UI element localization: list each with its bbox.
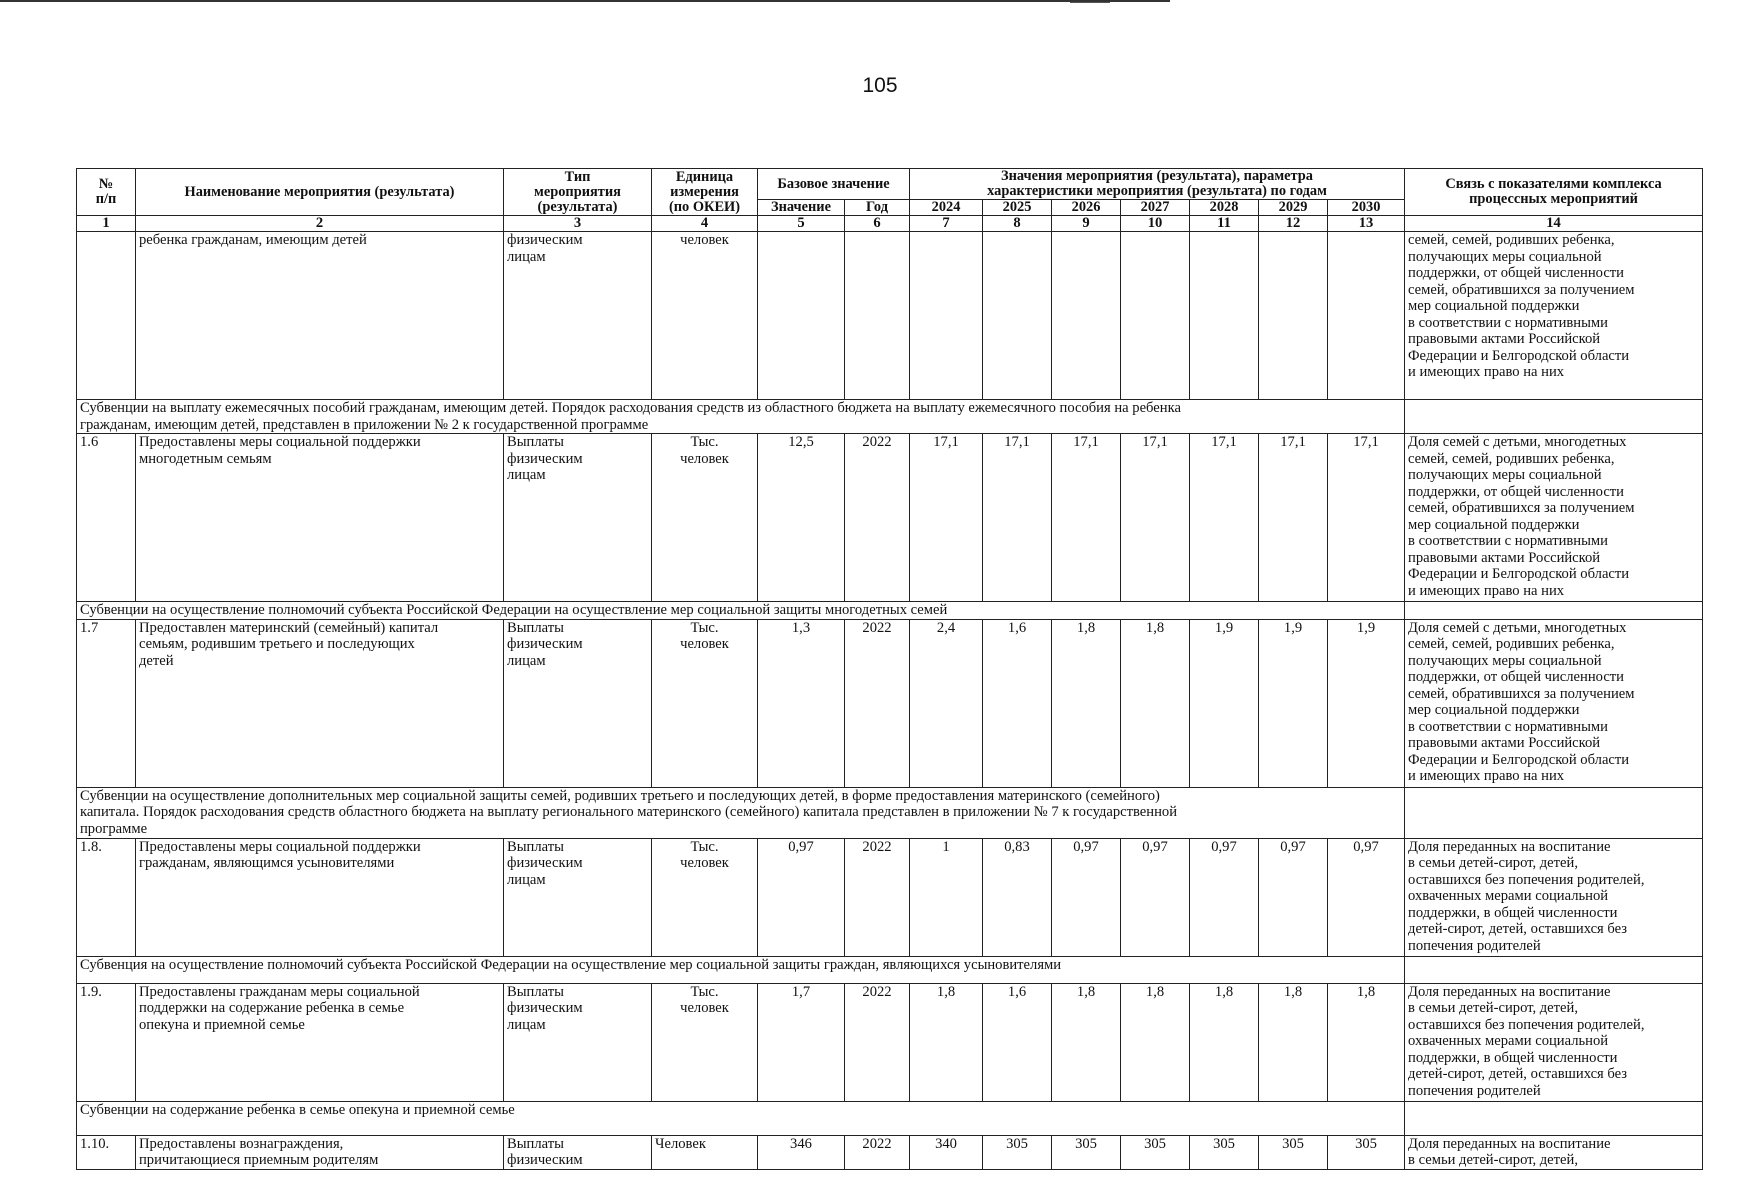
row-val: 17,1 [1190, 434, 1259, 602]
row-link: Доля переданных на воспитание в семьи детей-сирот, детей, [1405, 1135, 1703, 1169]
column-number: 6 [845, 216, 910, 232]
column-number: 7 [910, 216, 983, 232]
header-year: 2030 [1328, 200, 1405, 216]
header-link: Связь с показателями комплекса процессных мероприятий [1405, 169, 1703, 216]
column-number: 9 [1052, 216, 1121, 232]
row-year: 2022 [845, 983, 910, 1101]
table-row [77, 619, 1703, 787]
row-unit: Тыс. человек [652, 619, 758, 787]
scan-top-line [0, 0, 1170, 2]
header-base-year: Год [845, 200, 910, 216]
row-val: 0,97 [1052, 838, 1121, 956]
row-num [77, 232, 136, 400]
row-val: 305 [1328, 1135, 1405, 1169]
table-row [77, 983, 1703, 1101]
row-type: Выплаты физическим лицам [504, 838, 652, 956]
row-type: Выплаты физическим лицам [504, 619, 652, 787]
row-val: 17,1 [910, 434, 983, 602]
row-val: 17,1 [1052, 434, 1121, 602]
row-num: 1.10. [77, 1135, 136, 1169]
subsidy-text: Субвенция на осуществление полномочий субъекта Российской Федерации на осуществление мер социальной защиты граждан, являющихся усыновителями [77, 956, 1405, 983]
row-val: 17,1 [1121, 434, 1190, 602]
row-link: Доля переданных на воспитание в семьи детей-сирот, детей, оставшихся без попечения родителей, охваченных мерами социальной поддержки, в общей численности детей-сирот, детей, оставшихся без попечения родителей [1405, 983, 1703, 1101]
row-year: 2022 [845, 619, 910, 787]
subsidy-row [77, 787, 1703, 838]
row-link: Доля переданных на воспитание в семьи детей-сирот, детей, оставшихся без попечения родителей, охваченных мерами социальной поддержки, в общей численности детей-сирот, детей, оставшихся без попечения родителей [1405, 838, 1703, 956]
header-base: Базовое значение [758, 169, 910, 200]
row-type: Выплаты физическим лицам [504, 434, 652, 602]
row-val [983, 232, 1052, 400]
column-number: 2 [136, 216, 504, 232]
row-val: 1,8 [1121, 619, 1190, 787]
subsidy-link-empty [1405, 1101, 1703, 1135]
subsidy-text: Субвенции на осуществление дополнительных мер социальной защиты семей, родивших третьего и последующих детей, в форме предоставления материнского (семейного) капитала. Порядок расходования средств областного бюджета на выплату регионального материнского (семейного) капитала представлен в приложении № 7 к государственной программе [77, 787, 1405, 838]
header-year: 2025 [983, 200, 1052, 216]
row-base: 346 [758, 1135, 845, 1169]
header-year: 2028 [1190, 200, 1259, 216]
subsidy-text: Субвенции на осуществление полномочий субъекта Российской Федерации на осуществление мер социальной защиты многодетных семей [77, 602, 1405, 620]
row-link: Доля семей с детьми, многодетных семей, семей, родивших ребенка, получающих меры социальной поддержки, от общей численности семей, обратившихся за получением мер социальной поддержки в соответствии с нормативными правовыми актами Российской Федерации и Белгородской области и имеющих право на них [1405, 619, 1703, 787]
row-unit: Человек [652, 1135, 758, 1169]
row-val [910, 232, 983, 400]
column-number: 12 [1259, 216, 1328, 232]
row-val: 1,8 [1190, 983, 1259, 1101]
subsidy-row [77, 400, 1703, 434]
column-number-row [77, 216, 1703, 232]
subsidy-row [77, 602, 1703, 620]
row-val: 1,8 [910, 983, 983, 1101]
header-unit: Единица измерения (по ОКЕИ) [652, 169, 758, 216]
row-unit: человек [652, 232, 758, 400]
row-val: 340 [910, 1135, 983, 1169]
header-year: 2029 [1259, 200, 1328, 216]
table-row [77, 838, 1703, 956]
row-val: 1,8 [1052, 983, 1121, 1101]
row-base: 0,97 [758, 838, 845, 956]
row-val: 17,1 [1328, 434, 1405, 602]
row-val: 1,8 [1328, 983, 1405, 1101]
row-year: 2022 [845, 1135, 910, 1169]
row-name: Предоставлены вознаграждения, причитающиеся приемным родителям [136, 1135, 504, 1169]
subsidy-link-empty [1405, 956, 1703, 983]
row-val: 0,97 [1259, 838, 1328, 956]
column-number: 8 [983, 216, 1052, 232]
header-years-group: Значения мероприятия (результата), параметра характеристики мероприятия (результата) по годам [910, 169, 1405, 200]
row-name: Предоставлен материнский (семейный) капитал семьям, родившим третьего и последующих детей [136, 619, 504, 787]
column-number: 3 [504, 216, 652, 232]
row-num: 1.8. [77, 838, 136, 956]
row-val: 305 [1190, 1135, 1259, 1169]
subsidy-row [77, 1101, 1703, 1135]
row-val: 305 [983, 1135, 1052, 1169]
row-year [845, 232, 910, 400]
subsidy-link-empty [1405, 787, 1703, 838]
row-link: Доля семей с детьми, многодетных семей, семей, родивших ребенка, получающих меры социальной поддержки, от общей численности семей, обратившихся за получением мер социальной поддержки в соответствии с нормативными правовыми актами Российской Федерации и Белгородской области и имеющих право на них [1405, 434, 1703, 602]
row-val: 1,9 [1328, 619, 1405, 787]
row-val: 17,1 [1259, 434, 1328, 602]
header-name: Наименование мероприятия (результата) [136, 169, 504, 216]
row-val: 1,6 [983, 983, 1052, 1101]
row-unit: Тыс. человек [652, 434, 758, 602]
header-year: 2026 [1052, 200, 1121, 216]
row-val: 1,6 [983, 619, 1052, 787]
row-name: Предоставлены гражданам меры социальной поддержки на содержание ребенка в семье опекуна и приемной семье [136, 983, 504, 1101]
row-val: 0,97 [1328, 838, 1405, 956]
header-type: Тип мероприятия (результата) [504, 169, 652, 216]
row-val: 1,9 [1259, 619, 1328, 787]
row-num: 1.9. [77, 983, 136, 1101]
row-val [1190, 232, 1259, 400]
row-year: 2022 [845, 434, 910, 602]
column-number: 13 [1328, 216, 1405, 232]
header-year: 2024 [910, 200, 983, 216]
row-type: физическим лицам [504, 232, 652, 400]
column-number: 14 [1405, 216, 1703, 232]
row-val [1259, 232, 1328, 400]
subsidy-row [77, 956, 1703, 983]
row-link: семей, семей, родивших ребенка, получающих меры социальной поддержки, от общей численности семей, обратившихся за получением мер социальной поддержки в соответствии с нормативными правовыми актами Российской Федерации и Белгородской области и имеющих право на них [1405, 232, 1703, 400]
header-row-top [77, 169, 1703, 200]
column-number: 4 [652, 216, 758, 232]
column-number: 10 [1121, 216, 1190, 232]
row-year: 2022 [845, 838, 910, 956]
row-val: 1,8 [1052, 619, 1121, 787]
row-val: 1 [910, 838, 983, 956]
row-val [1121, 232, 1190, 400]
row-val: 0,83 [983, 838, 1052, 956]
subsidy-link-empty [1405, 602, 1703, 620]
measures-table [76, 168, 1703, 1170]
row-base [758, 232, 845, 400]
header-num: № п/п [77, 169, 136, 216]
row-val: 305 [1121, 1135, 1190, 1169]
row-val: 305 [1259, 1135, 1328, 1169]
row-val [1052, 232, 1121, 400]
row-name: ребенка гражданам, имеющим детей [136, 232, 504, 400]
table-row [77, 232, 1703, 400]
table-row [77, 434, 1703, 602]
row-name: Предоставлены меры социальной поддержки многодетным семьям [136, 434, 504, 602]
row-val: 2,4 [910, 619, 983, 787]
row-val: 17,1 [983, 434, 1052, 602]
row-unit: Тыс. человек [652, 838, 758, 956]
column-number: 11 [1190, 216, 1259, 232]
table-row [77, 1135, 1703, 1169]
page-number: 105 [862, 74, 898, 97]
scan-top-line-mark [1070, 2, 1110, 3]
row-val: 1,9 [1190, 619, 1259, 787]
column-number: 1 [77, 216, 136, 232]
subsidy-link-empty [1405, 400, 1703, 434]
subsidy-text: Субвенции на выплату ежемесячных пособий гражданам, имеющим детей. Порядок расходования средств из областного бюджета на выплату ежемесячного пособия на ребенка гражданам, имеющим детей, представлен в приложении № 2 к государственной программе [77, 400, 1405, 434]
column-number: 5 [758, 216, 845, 232]
row-type: Выплаты физическим лицам [504, 983, 652, 1101]
row-unit: Тыс. человек [652, 983, 758, 1101]
row-val: 0,97 [1121, 838, 1190, 956]
row-base: 1,3 [758, 619, 845, 787]
row-base: 12,5 [758, 434, 845, 602]
header-base-value: Значение [758, 200, 845, 216]
row-val [1328, 232, 1405, 400]
subsidy-text: Субвенции на содержание ребенка в семье опекуна и приемной семье [77, 1101, 1405, 1135]
row-type: Выплаты физическим [504, 1135, 652, 1169]
row-val: 0,97 [1190, 838, 1259, 956]
row-val: 1,8 [1259, 983, 1328, 1101]
row-name: Предоставлены меры социальной поддержки гражданам, являющимся усыновителями [136, 838, 504, 956]
row-val: 1,8 [1121, 983, 1190, 1101]
header-year: 2027 [1121, 200, 1190, 216]
row-num: 1.6 [77, 434, 136, 602]
row-base: 1,7 [758, 983, 845, 1101]
row-num: 1.7 [77, 619, 136, 787]
row-val: 305 [1052, 1135, 1121, 1169]
